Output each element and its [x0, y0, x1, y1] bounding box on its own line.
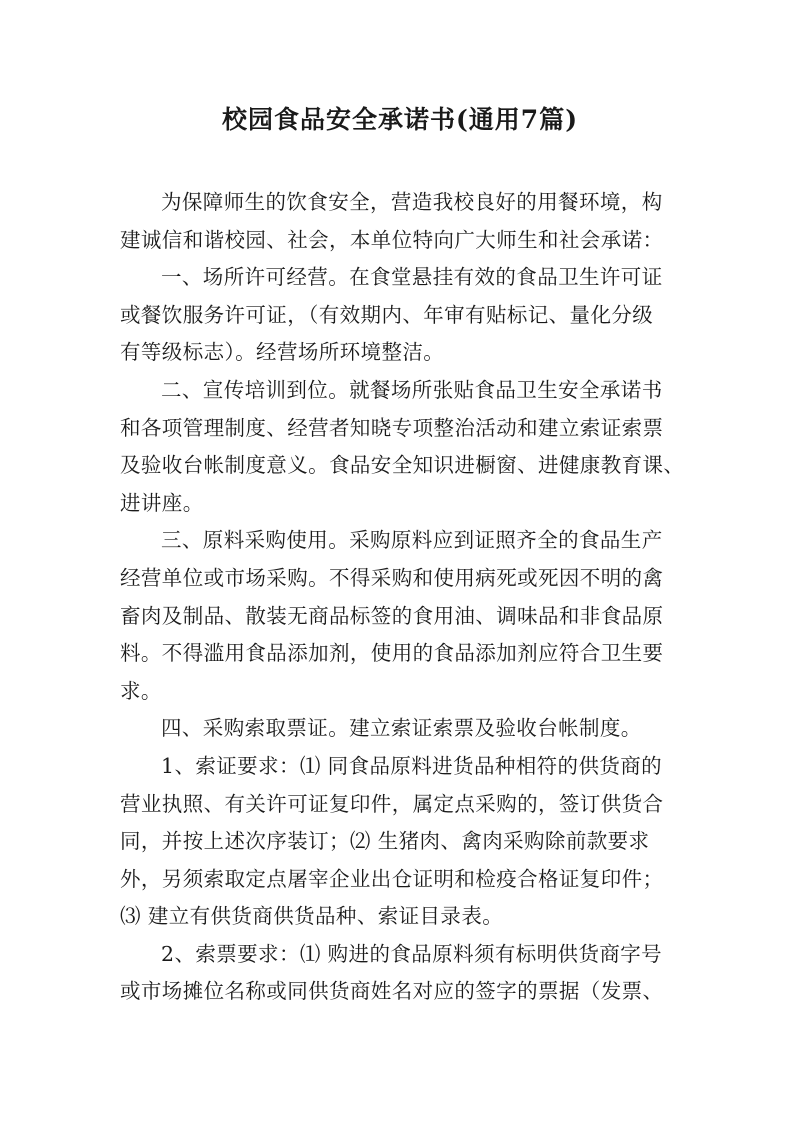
- document-title: 校园食品安全承诺书(通用7篇): [221, 105, 579, 134]
- paragraph-subitem-2: [120, 936, 682, 1011]
- paragraph-line: 畜肉及制品、散装无商品标签的食用油、调味品和非食品原: [120, 603, 664, 628]
- paragraph-line: 或餐饮服务许可证，（有效期内、年审有贴标记、量化分级: [120, 302, 654, 327]
- paragraph-item-4: [120, 710, 682, 748]
- paragraph-line: 1、索证要求：⑴ 同食品原料进货品种相符的供货商的: [161, 753, 663, 778]
- paragraph-line: ⑶ 建立有供货商供货品种、索证目录表。: [120, 904, 504, 929]
- paragraph-line: 一、场所许可经营。在食堂悬挂有效的食品卫生许可证: [161, 265, 663, 290]
- paragraph-line: 及验收台帐制度意义。食品安全知识进橱窗、进健康教育课、: [120, 453, 685, 478]
- paragraph-line: 同，并按上述次序装订；⑵ 生猪肉、禽肉采购除前款要求: [120, 829, 650, 854]
- paragraph-line: 2、索票要求：⑴ 购进的食品原料须有标明供货商字号: [161, 941, 663, 966]
- paragraph-line: 料。不得滥用食品添加剂，使用的食品添加剂应符合卫生要: [120, 641, 664, 666]
- paragraph-line: 或市场摊位名称或同供货商姓名对应的签字的票据（发票、: [120, 979, 664, 1004]
- paragraph-item-2: [120, 372, 685, 522]
- paragraph-item-1: [120, 259, 682, 372]
- paragraph-intro: [120, 184, 682, 259]
- document-body: [120, 184, 685, 1011]
- paragraph-line: 三、原料采购使用。采购原料应到证照齐全的食品生产: [161, 528, 663, 553]
- paragraph-line: 外，另须索取定点屠宰企业出仓证明和检疫合格证复印件；: [120, 866, 664, 891]
- paragraph-line: 有等级标志）。经营场所环境整洁。: [120, 340, 445, 365]
- paragraph-line: 为保障师生的饮食安全，营造我校良好的用餐环境，构: [161, 190, 663, 214]
- paragraph-line: 进讲座。: [120, 490, 204, 515]
- paragraph-line: 营业执照、有关许可证复印件，属定点采购的，签订供货合: [120, 791, 664, 816]
- paragraph-line: 经营单位或市场采购。不得采购和使用病死或死因不明的禽: [120, 565, 664, 590]
- paragraph-line: 四、采购索取票证。建立索证索票及验收台帐制度。: [161, 716, 642, 741]
- paragraph-line: 求。: [120, 678, 162, 703]
- paragraph-line: 和各项管理制度、经营者知晓专项整治活动和建立索证索票: [120, 415, 664, 440]
- paragraph-line: 二、宣传培训到位。就餐场所张贴食品卫生安全承诺书: [161, 377, 663, 402]
- paragraph-line: 建诚信和谐校园、社会，本单位特向广大师生和社会承诺：: [120, 227, 664, 252]
- paragraph-item-3: [120, 522, 682, 710]
- paragraph-subitem-1: [120, 748, 682, 936]
